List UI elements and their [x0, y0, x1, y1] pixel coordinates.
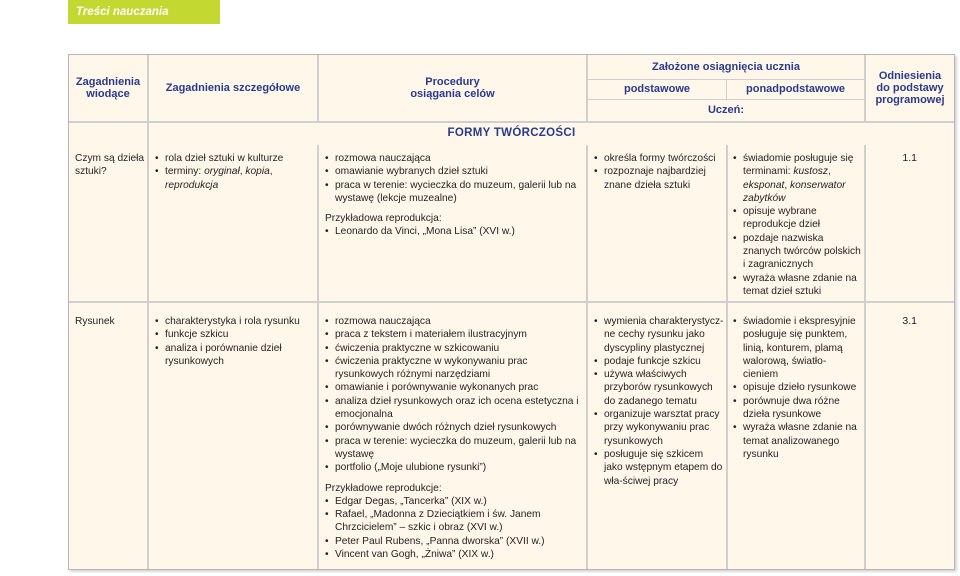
header-student: Uczeń:	[707, 104, 745, 116]
row2-reference: 3.1	[902, 315, 917, 327]
list-item: • świadomie i ekspresyjnie posługuje się punktem, linią, konturem, plamą walorową, światło-cieniem	[733, 315, 861, 381]
list-item: • porównywanie dwóch różnych dzieł rysunkowych	[325, 421, 583, 434]
row2-procedures	[325, 315, 583, 561]
header-topic: Zagadnienia wiodące	[75, 76, 141, 100]
row1-reference: 1.1	[902, 152, 917, 164]
row-separator	[69, 121, 954, 123]
list-item: • organizuje warsztat pracy przy wykonywaniu prac rysunkowych	[594, 408, 724, 448]
header-basic: podstawowe	[623, 83, 690, 95]
row2-details	[155, 315, 315, 368]
list-item: • świadomie posługuje się terminami: kustosz, eksponat, konserwator zabytków	[733, 152, 861, 205]
list-item: • rozmowa nauczająca	[325, 152, 583, 165]
list-item: • opisuje wybrane reprodukcje dzieł	[733, 205, 861, 232]
column-separator	[864, 145, 866, 569]
list-item: • używa właściwych przyborów rysunkowych do zadanego tematu	[594, 368, 724, 408]
list-item: • Leonardo da Vinci, „Mona Lisa” (XVI w.)	[325, 225, 583, 238]
header-details: Zagadnienia szczegółowe	[165, 82, 301, 94]
list-item: • praca w terenie: wycieczka do muzeum, galerii lub na wystawę (lekcje muzealne)	[325, 179, 583, 206]
header-advanced: ponadpodstawowe	[746, 83, 845, 95]
row2-basic	[594, 315, 724, 488]
row-separator	[69, 301, 954, 303]
list-item: • charakterystyka i rola rysunku	[155, 315, 315, 328]
column-separator	[726, 145, 728, 569]
header-procedures: Procedury osiągania celów	[410, 76, 495, 100]
list-item: • Vincent van Gogh, „Żniwa” (XIX w.)	[325, 548, 583, 561]
reproduction-heading: Przykładowe reprodukcje:	[325, 482, 442, 494]
list-item: • określa formy twórczości	[594, 152, 724, 165]
row1-procedures	[325, 152, 583, 239]
list-item: • posługuje się szkicem jako wstępnym etapem do wła-ściwej pracy	[594, 448, 724, 488]
header-achievements: Założone osiągnięcia ucznia	[652, 61, 800, 73]
list-item: • Peter Paul Rubens, „Panna dworska” (XVII w.)	[325, 535, 583, 548]
curriculum-table	[68, 54, 955, 570]
list-item: • wymienia charakterystycz-ne cechy rysunku jako dyscypliny plastycznej	[594, 315, 724, 355]
row1-details	[155, 152, 315, 192]
list-item: • praca z tekstem i materiałem ilustracyjnym	[325, 328, 583, 341]
list-item: • omawianie wybranych dzieł sztuki	[325, 165, 583, 178]
list-item: • wyraża własne zdanie na temat analizowanego rysunku	[733, 421, 861, 461]
section-title: FORMY TWÓRCZOŚCI	[447, 127, 576, 139]
list-item: • porównuje dwa różne dzieła rysunkowe	[733, 395, 861, 422]
list-item: • omawianie i porównywanie wykonanych prac	[325, 381, 583, 394]
list-item: • rozpoznaje najbardziej znane dzieła sztuki	[594, 165, 724, 192]
list-item: • terminy: oryginał, kopia, reprodukcja	[155, 165, 315, 192]
row1-basic	[594, 152, 724, 192]
row2-topic: Rysunek	[75, 316, 115, 327]
list-item: • pozdaje nazwiska znanych twórców polskich i zagranicznych	[733, 232, 861, 272]
column-separator	[317, 145, 319, 569]
list-item: • podaje funkcje szkicu	[594, 355, 724, 368]
list-item: • portfolio („Moje ulubione rysunki”)	[325, 461, 583, 474]
column-separator	[586, 145, 588, 569]
list-item: • Edgar Degas, „Tancerka” (XIX w.)	[325, 495, 583, 508]
list-item: • opisuje dzieło rysunkowe	[733, 381, 861, 394]
list-item: • Rafael, „Madonna z Dzieciątkiem i św. Janem Chrzcicielem” – szkic i obraz (XVI w.)	[325, 508, 583, 535]
list-item: • praca w terenie: wycieczka do muzeum, galerii lub na wystawę	[325, 435, 583, 462]
list-item: • analiza dzieł rysunkowych oraz ich ocena estetyczna i emocjonalna	[325, 395, 583, 422]
list-item: • funkcje szkicu	[155, 328, 315, 341]
list-item: • ćwiczenia praktyczne w szkicowaniu	[325, 342, 583, 355]
list-item: • wyraża własne zdanie na temat dzieł sztuki	[733, 272, 861, 299]
list-item: • ćwiczenia praktyczne w wykonywaniu prac rysunkowych różnymi narzędziami	[325, 355, 583, 382]
list-item: • analiza i porównanie dzieł rysunkowych	[155, 342, 315, 369]
list-item: • rozmowa nauczająca	[325, 315, 583, 328]
row2-advanced	[733, 315, 861, 461]
row1-advanced	[733, 152, 861, 298]
header-reference: Odniesienia do podstawy programowej	[875, 70, 945, 106]
section-tab: Treści nauczania	[68, 0, 220, 24]
row1-topic: Czym są dzieła sztuki?	[75, 153, 145, 178]
list-item: • rola dzieł sztuki w kulturze	[155, 152, 315, 165]
reproduction-heading: Przykładowa reprodukcja:	[325, 213, 442, 225]
